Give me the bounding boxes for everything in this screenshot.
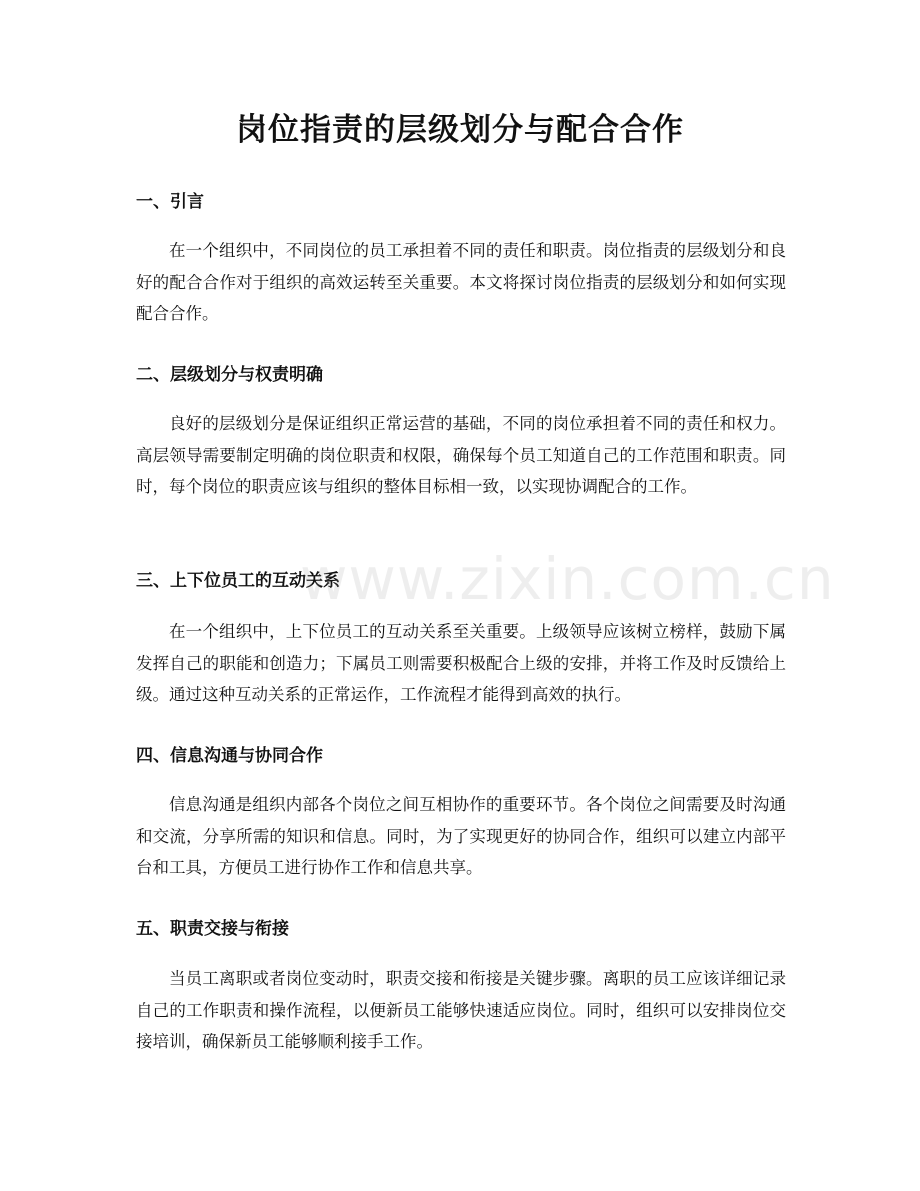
section-paragraph-communication: 信息沟通是组织内部各个岗位之间互相协作的重要环节。各个岗位之间需要及时沟通和交流，分享所需的知识和信息。同时，为了实现更好的协同合作，组织可以建立内部平台和工具，方便员工进行协作工作和信息共享。 <box>136 795 786 877</box>
section-heading-interaction: 三、上下位员工的互动关系 <box>136 571 340 591</box>
section-heading-introduction: 一、引言 <box>136 192 204 212</box>
section-paragraph-interaction: 在一个组织中，上下位员工的互动关系至关重要。上级领导应该树立榜样，鼓励下属发挥自己的职能和创造力；下属员工则需要积极配合上级的安排，并将工作及时反馈给上级。通过这种互动关系的正常运作，工作流程才能得到高效的执行。 <box>136 622 786 704</box>
section-heading-communication: 四、信息沟通与协同合作 <box>136 746 323 766</box>
section-heading-hierarchy: 二、层级划分与权责明确 <box>136 365 323 385</box>
watermark-text: www.zixin.com.cn <box>300 545 835 613</box>
section-paragraph-handover: 当员工离职或者岗位变动时，职责交接和衔接是关键步骤。离职的员工应该详细记录自己的工作职责和操作流程，以便新员工能够快速适应岗位。同时，组织可以安排岗位交接培训，确保新员工能够顺利接手工作。 <box>136 969 786 1051</box>
section-paragraph-hierarchy: 良好的层级划分是保证组织正常运营的基础，不同的岗位承担着不同的责任和权力。高层领导需要制定明确的岗位职责和权限，确保每个员工知道自己的工作范围和职责。同时，每个岗位的职责应该与组织的整体目标相一致，以实现协调配合的工作。 <box>136 414 786 496</box>
document-title: 岗位指责的层级划分与配合合作 <box>236 112 684 148</box>
section-paragraph-introduction: 在一个组织中，不同岗位的员工承担着不同的责任和职责。岗位指责的层级划分和良好的配合合作对于组织的高效运转至关重要。本文将探讨岗位指责的层级划分和如何实现配合合作。 <box>136 241 786 323</box>
section-heading-handover: 五、职责交接与衔接 <box>136 919 289 939</box>
